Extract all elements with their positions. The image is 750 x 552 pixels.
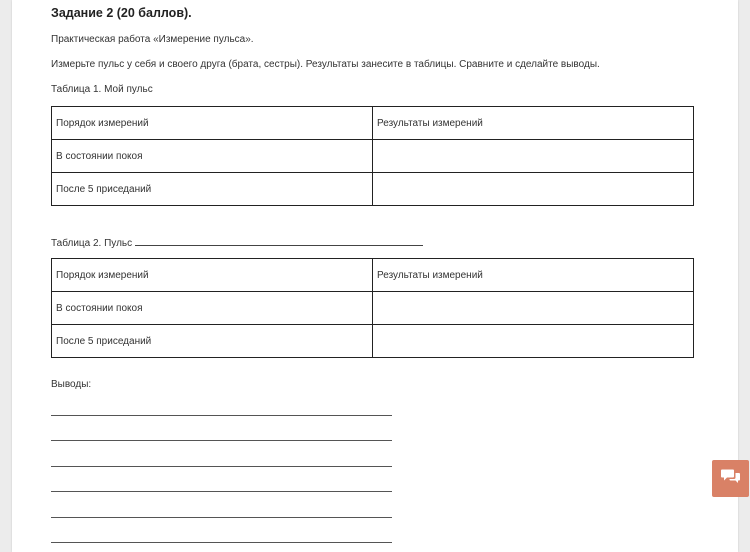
table-row [52,140,694,173]
task-instruction: Измерьте пульс у себя и своего друга (брата, сестры). Результаты занесите в таблицы. Сравните и сделайте выводы. [51,59,600,70]
table2-caption [51,236,423,249]
answer-line [51,415,392,416]
fill-in-blank [135,236,423,246]
chat-bubbles-icon [721,468,741,489]
table-row [52,173,694,206]
table-my-pulse [51,106,694,206]
table1-caption: Таблица 1. Мой пульс [51,84,153,95]
document-page [12,0,738,552]
table-header-cell: Результаты измерений [373,107,694,140]
answer-line [51,542,392,543]
task-subtitle: Практическая работа «Измерение пульса». [51,34,254,45]
result-cell-empty [373,173,694,206]
table-cell: В состоянии покоя [52,292,373,325]
table-header-cell: Результаты измерений [373,259,694,292]
conclusions-label: Выводы: [51,379,92,390]
answer-line [51,440,392,441]
result-cell-empty [373,292,694,325]
answer-line [51,491,392,492]
table-row [52,325,694,358]
table-cell: После 5 приседаний [52,325,373,358]
task-heading: Задание 2 (20 баллов). [51,6,192,20]
table-friend-pulse [51,258,694,358]
table-cell: После 5 приседаний [52,173,373,206]
answer-line [51,517,392,518]
table-row [52,259,694,292]
table-header-cell: Порядок измерений [52,259,373,292]
table2-caption-text: Таблица 2. Пульс [51,238,133,249]
result-cell-empty [373,325,694,358]
table-row [52,292,694,325]
answer-line [51,466,392,467]
result-cell-empty [373,140,694,173]
table-row [52,107,694,140]
table-cell: В состоянии покоя [52,140,373,173]
chat-button[interactable] [712,460,749,497]
table-header-cell: Порядок измерений [52,107,373,140]
